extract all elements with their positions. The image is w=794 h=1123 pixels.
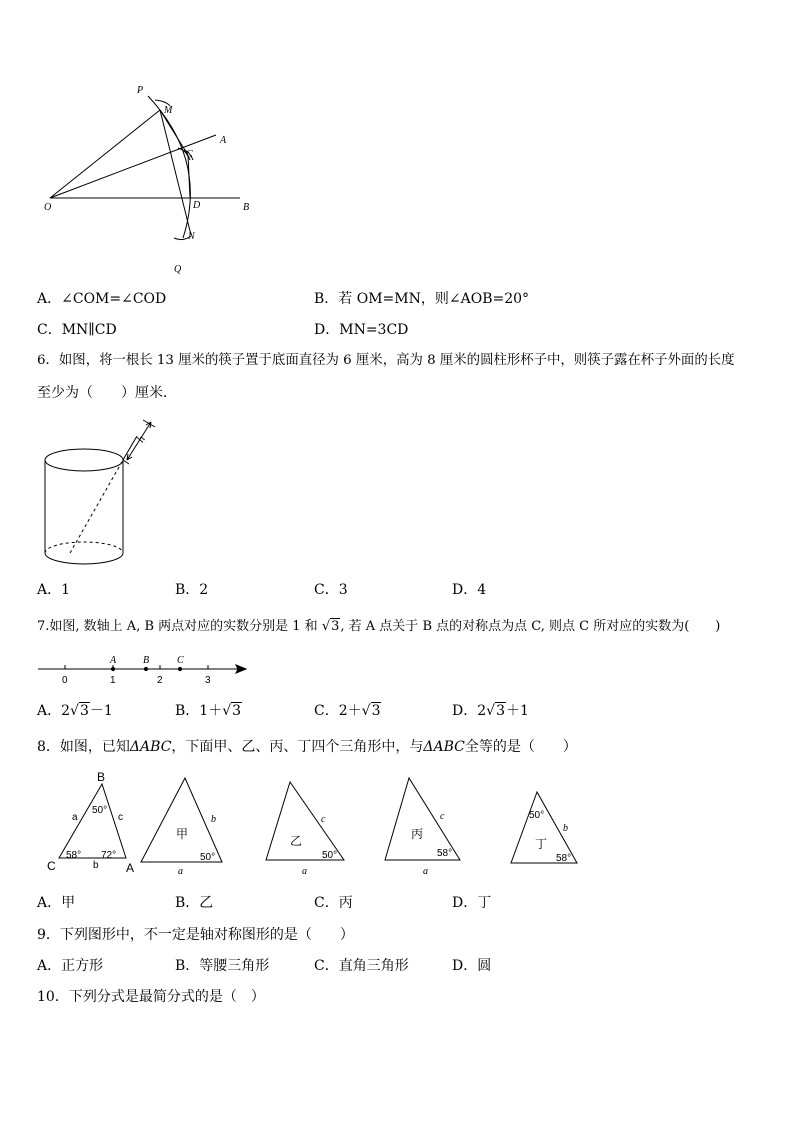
side-c: c <box>118 812 123 823</box>
option-text: ∠COM=∠COD <box>61 291 167 307</box>
label-n: N <box>188 231 195 242</box>
yi-side-a: a <box>302 866 307 877</box>
angle-a: 72° <box>101 850 117 861</box>
ding-angle-1: 50° <box>529 810 545 821</box>
sqrt-3: √3 <box>70 703 89 719</box>
triangle-yi-name: 乙 <box>290 834 303 848</box>
option-text: MN∥CD <box>61 322 117 338</box>
option-pre: 1＋ <box>199 703 223 719</box>
q8-stem-pre: 8．如图，已知 <box>37 739 130 755</box>
q7-stem-pre: 7.如图, 数轴上 A, B 两点对应的实数分别是 1 和 <box>37 619 322 634</box>
axis-label-c: C <box>177 655 184 666</box>
label-c: C <box>186 149 193 160</box>
q8-option-d[interactable] <box>452 893 491 913</box>
label-d: D <box>193 200 201 211</box>
option-key: C． <box>314 895 339 911</box>
option-text: 1 <box>61 582 71 598</box>
option-text: 丁 <box>477 895 492 911</box>
option-pre: 2 <box>477 703 487 719</box>
q8-stem-post: 全等的是（ ） <box>464 739 577 755</box>
option-post: ＋1 <box>506 703 529 719</box>
triangle-jia-name: 甲 <box>176 827 189 841</box>
triangle-yi <box>266 782 344 860</box>
option-key: D． <box>452 582 478 598</box>
axis-label-a: A <box>110 655 117 666</box>
side-a: a <box>72 812 78 823</box>
option-text: 2 <box>199 582 209 598</box>
bing-angle: 58° <box>437 848 453 859</box>
option-text: 甲 <box>61 895 76 911</box>
label-a: A <box>220 135 227 146</box>
axis-label-b: B <box>143 655 150 666</box>
label-m: M <box>164 105 173 116</box>
option-key: C． <box>314 703 339 719</box>
q9-option-d[interactable] <box>452 956 491 976</box>
option-key: D． <box>452 703 478 719</box>
option-key: C． <box>314 582 339 598</box>
triangle-abc <box>59 784 126 858</box>
q9-stem: 9．下列图形中，不一定是轴对称图形的是（ ） <box>37 927 354 943</box>
option-key: B． <box>314 291 339 307</box>
label-q: Q <box>174 264 182 275</box>
ding-angle-2: 58° <box>556 853 572 864</box>
option-text: 等腰三角形 <box>199 958 270 974</box>
triangle-jia <box>141 778 222 862</box>
vertex-a: A <box>126 861 135 875</box>
q8-triangle-symbol: ΔABC <box>129 739 172 755</box>
option-text: MN=3CD <box>339 322 409 338</box>
option-key: C． <box>314 958 339 974</box>
jia-side-a: a <box>178 866 183 877</box>
option-key: D． <box>452 895 478 911</box>
option-text: 正方形 <box>61 958 104 974</box>
tick-0: 0 <box>62 675 68 686</box>
jia-side-b: b <box>211 814 216 825</box>
label-p: P <box>137 85 144 96</box>
sqrt-3: √3 <box>222 703 242 719</box>
option-text: 4 <box>477 582 487 598</box>
q9-option-a[interactable] <box>37 956 103 976</box>
q8-option-a[interactable] <box>37 893 75 913</box>
tick-3: 3 <box>205 675 211 686</box>
option-key: B． <box>175 895 200 911</box>
option-text: 直角三角形 <box>338 958 409 974</box>
option-key: A． <box>37 895 62 911</box>
radicand: 3 <box>331 619 340 634</box>
option-pre: 2 <box>61 703 71 719</box>
label-h: h <box>134 433 148 445</box>
yi-angle: 50° <box>322 850 338 861</box>
q8-option-c[interactable] <box>314 893 353 913</box>
label-o: O <box>44 202 52 213</box>
option-key: A． <box>37 958 62 974</box>
ding-side-b: b <box>563 823 568 834</box>
option-key: C． <box>37 322 62 338</box>
option-pre: 2＋ <box>338 703 362 719</box>
vertex-c: C <box>47 859 56 873</box>
option-key: D． <box>314 322 340 338</box>
option-key: A． <box>37 582 62 598</box>
q10-stem: 10．下列分式是最简分式的是（ ） <box>37 989 265 1005</box>
radicand: 3 <box>496 703 505 719</box>
q8-option-b[interactable] <box>175 893 213 913</box>
option-text: 丙 <box>338 895 353 911</box>
q9-option-b[interactable] <box>175 956 269 976</box>
angle-c: 58° <box>66 850 82 861</box>
option-key: A． <box>37 291 62 307</box>
angle-b: 50° <box>92 805 108 816</box>
sqrt-3: √3 <box>486 703 505 719</box>
sqrt-3: √3 <box>361 703 381 719</box>
label-b: B <box>243 202 250 213</box>
bing-side-a: a <box>423 866 428 877</box>
side-b: b <box>93 860 99 871</box>
vertex-b: B <box>97 770 106 784</box>
q8-triangle-symbol-2: ΔABC <box>423 739 465 755</box>
radicand: 3 <box>371 703 381 719</box>
q9-option-c[interactable] <box>314 956 409 976</box>
q8-stem-mid: ，下面甲、乙、丙、丁四个三角形中，与 <box>171 739 424 755</box>
q6-stem-line2: 至少为（ ）厘米． <box>37 385 177 401</box>
sqrt-3: √3 <box>321 619 340 634</box>
option-text: 若 OM=MN，则∠AOB=20° <box>338 291 530 307</box>
q6-stem-line1: 6．如图，将一根长 13 厘米的筷子置于底面直径为 6 厘米，高为 8 厘米的圆柱形杯子中，则筷子露在杯子外面的长度 <box>37 353 735 368</box>
yi-side-c: c <box>321 814 326 825</box>
option-text: 乙 <box>199 895 214 911</box>
option-text: 3 <box>338 582 348 598</box>
radicand: 3 <box>232 703 242 719</box>
option-key: B． <box>175 703 200 719</box>
radicand: 3 <box>79 703 89 719</box>
option-post: －1 <box>89 703 113 719</box>
bing-side-c: c <box>440 811 445 822</box>
option-key: B． <box>175 958 200 974</box>
triangle-ding-name: 丁 <box>535 837 548 851</box>
option-text: 圆 <box>477 958 492 974</box>
q7-stem-post: , 若 A 点关于 B 点的对称点为点 C, 则点 C 所对应的实数为( ) <box>340 619 721 634</box>
option-key: B． <box>175 582 200 598</box>
jia-angle: 50° <box>200 852 216 863</box>
option-key: A． <box>37 703 62 719</box>
option-key: D． <box>452 958 478 974</box>
triangle-bing-name: 丙 <box>411 827 424 841</box>
tick-2: 2 <box>157 675 163 686</box>
tick-1: 1 <box>110 675 116 686</box>
